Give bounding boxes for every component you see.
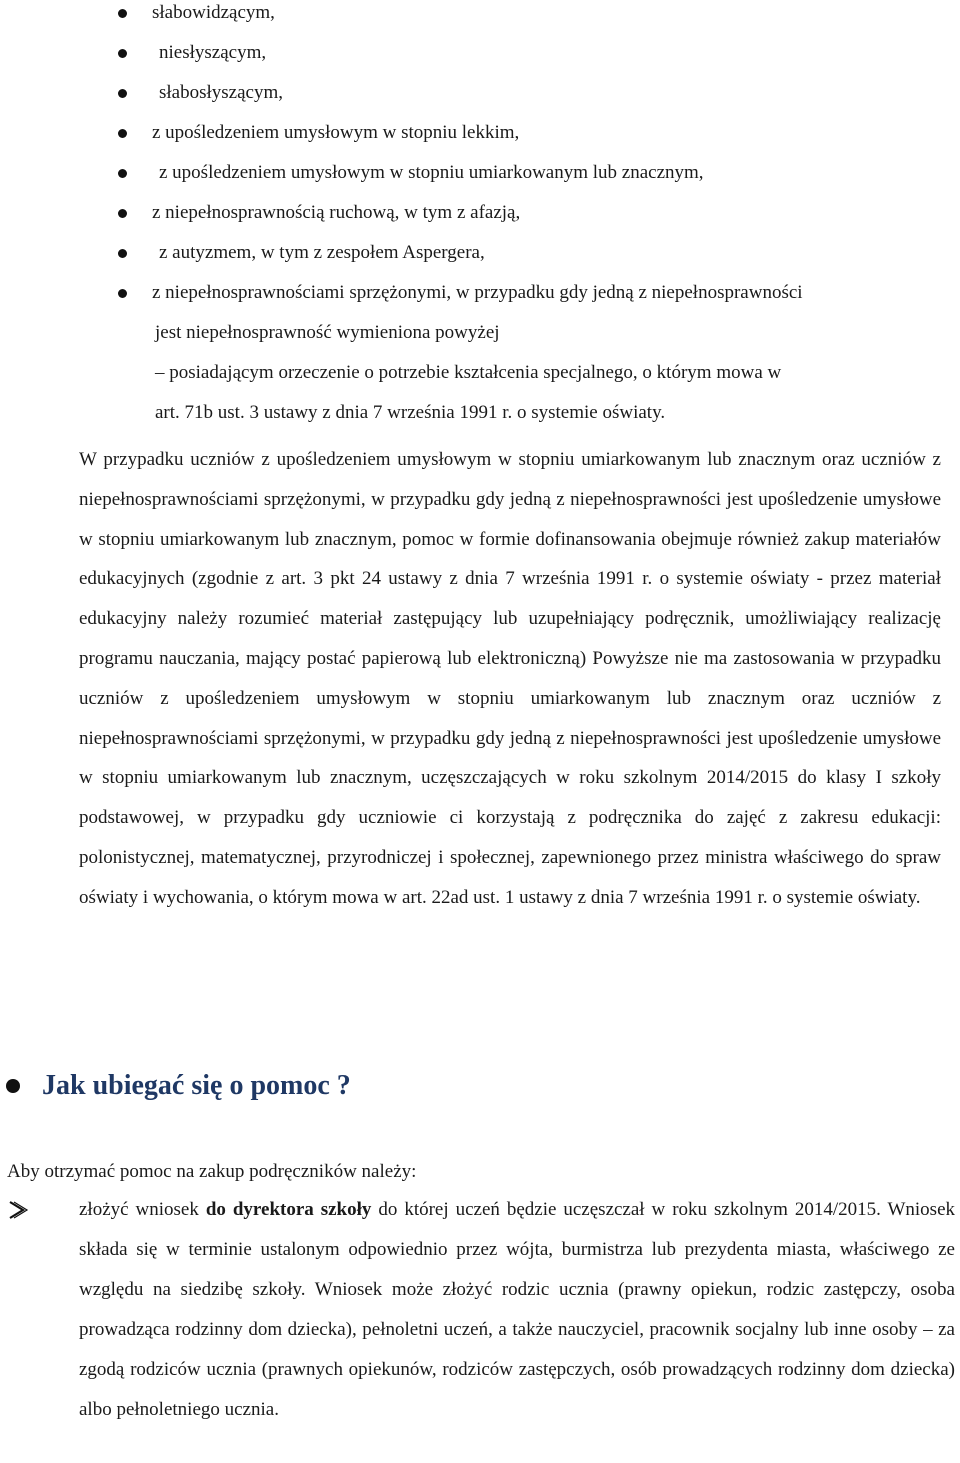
bullet-icon (118, 249, 127, 258)
bullet-icon (118, 209, 127, 218)
bullet-icon (118, 289, 127, 298)
body-paragraph: W przypadku uczniów z upośledzeniem umysłowym w stopniu umiarkowanym lub znacznym oraz uczniów z niepełnosprawnościami sprzężonymi, w przypadku gdy jedną z niepełnosprawności jest upośledzenie umysłowe w stopniu umiarkowanym lub znacznym, pomoc w formie dofinansowania obejmuje również zakup materiałów edukacyjnych (zgodnie z art. 3 pkt 24 ustawy z dnia 7 września 1991 r. o systemie oświaty - przez materiał edukacyjny należy rozumieć materiał zastępujący lub uzupełniający podręcznik, umożliwiający realizację programu nauczania, mający postać papierową lub elektroniczną) Powyższe nie ma zastosowania w przypadku uczniów z upośledzeniem umysłowym w stopniu umiarkowanym lub znacznym oraz uczniów z niepełnosprawnościami sprzężonymi, w przypadku gdy jedną z niepełnosprawności jest upośledzenie umysłowe w stopniu umiarkowanym lub znacznym, uczęszczających w roku szkolnym 2014/2015 do klasy I szkoły podstawowej, w przypadku gdy uczniowie ci korzystają z podręcznika do zajęć z zakresu edukacji: polonistycznej, matematycznej, przyrodniczej i społecznej, zapewnionego przez ministra właściwego do spraw oświaty i wychowania, o którym mowa w art. 22ad ust. 1 ustawy z dnia 7 września 1991 r. o systemie oświaty. (79, 449, 941, 908)
list-item-text: z niepełnosprawnością ruchową, w tym z afazją, (152, 202, 521, 223)
list-item-text: słabosłyszącym, (159, 82, 284, 103)
section-heading (0, 1064, 960, 1108)
list-continuation: art. 71b ust. 3 ustawy z dnia 7 września 1991 r. o systemie oświaty. (155, 402, 666, 423)
list-item (0, 153, 960, 193)
list-item-text: z autyzmem, w tym z zespołem Aspergera, (159, 242, 485, 263)
list-item (0, 113, 960, 153)
list-item (0, 73, 960, 113)
arrow-item-text-end: do której uczeń będzie uczęszczał w roku szkolnym 2014/2015. Wniosek składa się w terminie ustalonym odpowiednio przez wójta, burmistrza lub prezydenta miasta, właściwego ze względu na siedzibę szkoły. Wniosek może złożyć rodzic ucznia (prawny opiekun, rodzic zastępczy, osoba prowadząca rodzinny dom dziecka), pełnoletni uczeń, a także nauczyciel, pracownik socjalny lub inne osoby – za zgodą rodziców ucznia (prawnych opiekunów, rodziców zastępczych, osób prowadzących rodzinny dom dziecka) albo pełnoletniego ucznia. (79, 1199, 956, 1421)
list-item (0, 33, 960, 73)
list-item (0, 0, 960, 33)
bullet-icon (118, 89, 127, 98)
section-heading-text: Jak ubiegać się o pomoc ? (42, 1070, 351, 1101)
bullet-icon (118, 129, 127, 138)
heading-bullet-icon (6, 1079, 20, 1093)
arrow-list-item (79, 1190, 955, 1431)
section-intro: Aby otrzymać pomoc na zakup podręczników należy: (7, 1161, 417, 1182)
list-item-text: słabowidzącym, (152, 2, 275, 23)
list-item (0, 193, 960, 233)
bullet-icon (118, 9, 127, 18)
arrow-item-bold: do dyrektora szkoły (205, 1199, 372, 1220)
list-item-text: niesłyszącym, (159, 42, 267, 63)
bullet-icon (118, 169, 127, 178)
list-item (0, 273, 960, 313)
bullet-icon (118, 49, 127, 58)
list-item-text: z niepełnosprawnościami sprzężonymi, w przypadku gdy jedną z niepełnosprawności (152, 282, 803, 303)
arrow-item-text-start: złożyć wniosek (79, 1199, 206, 1220)
list-item-text: z upośledzeniem umysłowym w stopniu lekkim, (152, 122, 520, 143)
arrow-bullet-icon (8, 1200, 30, 1220)
list-continuation: jest niepełnosprawność wymieniona powyżej (155, 322, 500, 343)
list-item (0, 233, 960, 273)
list-item-text: z upośledzeniem umysłowym w stopniu umiarkowanym lub znacznym, (159, 162, 704, 183)
list-continuation: – posiadającym orzeczenie o potrzebie kształcenia specjalnego, o którym mowa w (155, 362, 782, 383)
